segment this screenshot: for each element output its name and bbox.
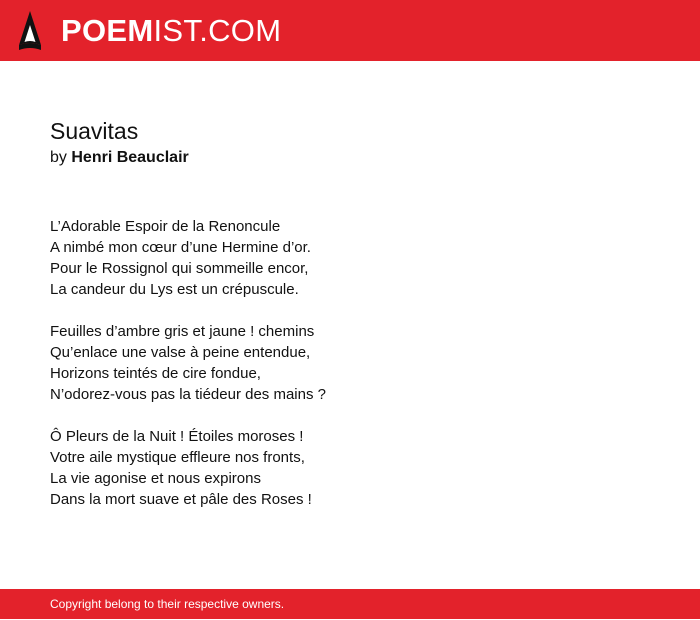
poem-line: Horizons teintés de cire fondue, xyxy=(50,365,261,382)
poem-line: Qu’enlace une valse à peine entendue, xyxy=(50,344,311,361)
logo-light-text: IST.COM xyxy=(153,13,282,48)
stanza xyxy=(50,426,650,510)
poem-line: Ô Pleurs de la Nuit ! Étoiles moroses ! xyxy=(50,428,304,445)
poem-line: Dans la mort suave et pâle des Roses ! xyxy=(50,491,312,508)
site-logo[interactable] xyxy=(61,12,281,50)
by-label: by xyxy=(50,149,67,166)
stanza xyxy=(50,216,650,300)
poem-line: Votre aile mystique effleure nos fronts, xyxy=(50,449,305,466)
stanza xyxy=(50,321,650,405)
poem-line: L’Adorable Espoir de la Renoncule xyxy=(50,218,281,235)
poem-line: La vie agonise et nous expirons xyxy=(50,470,261,487)
poem-content xyxy=(50,116,650,531)
poem-line: A nimbé mon cœur d’une Hermine d’or. xyxy=(50,239,311,256)
poem-line: La candeur du Lys est un crépuscule. xyxy=(50,281,299,298)
logo-bold-text: POEM xyxy=(61,13,154,48)
pencil-icon[interactable] xyxy=(17,10,43,52)
site-header xyxy=(0,0,700,61)
author-name: Henri Beauclair xyxy=(71,149,189,166)
poem-body xyxy=(50,216,650,510)
copyright-notice: Copyright belong to their respective owners. xyxy=(50,597,285,611)
poem-title: Suavitas xyxy=(50,118,139,144)
poem-line: Pour le Rossignol qui sommeille encor, xyxy=(50,260,309,277)
byline xyxy=(50,146,650,170)
poem-line: Feuilles d’ambre gris et jaune ! chemins xyxy=(50,323,315,340)
site-footer xyxy=(0,589,700,619)
poem-line: N’odorez-vous pas la tiédeur des mains ? xyxy=(50,386,326,403)
